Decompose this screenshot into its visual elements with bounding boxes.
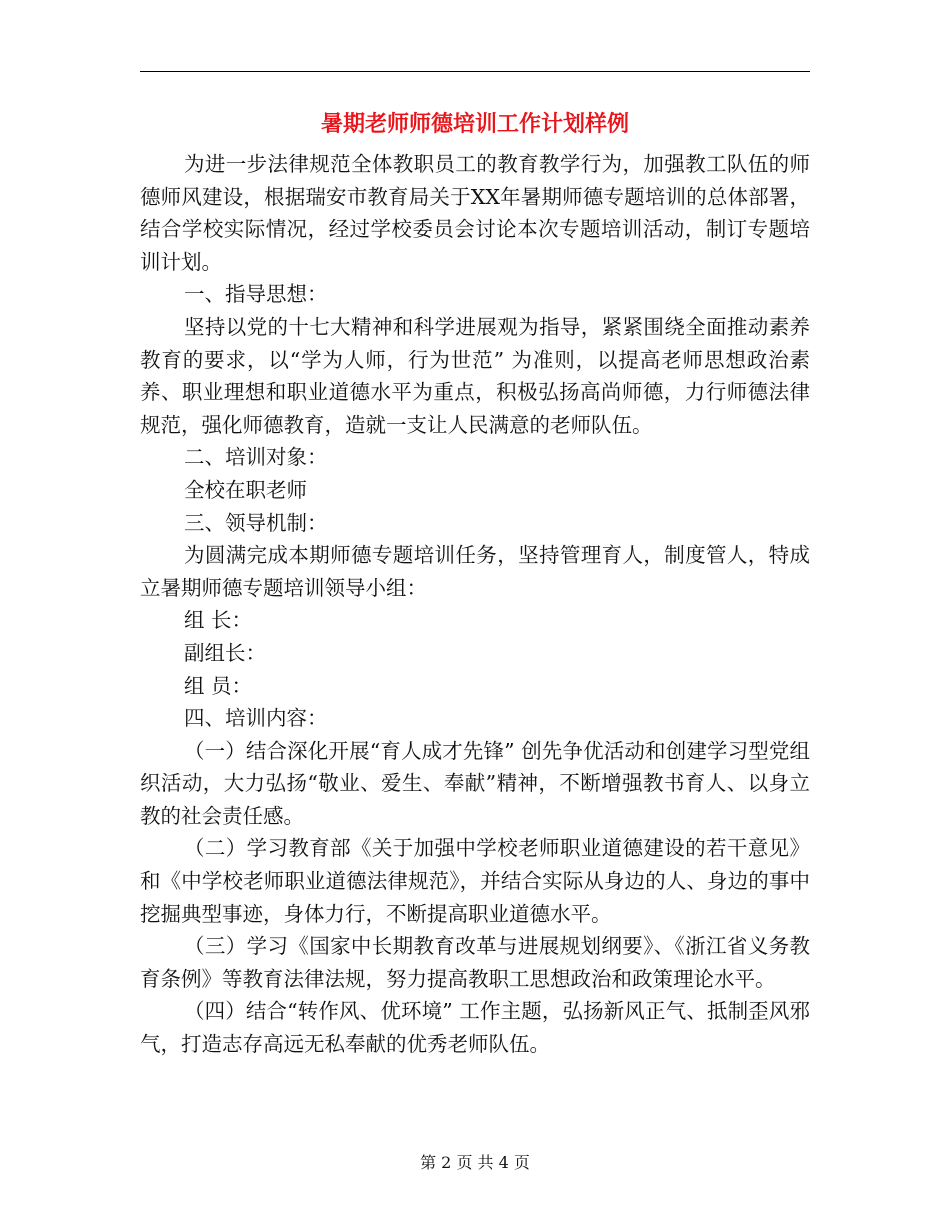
content-item-4: （四）结合“转作风、优环境” 工作主题，弘扬新风正气、抵制歪风邪气，打造志存高远无私奉献的优秀老师队伍。	[140, 999, 810, 1057]
header-rule	[140, 71, 810, 72]
leadership-paragraph: 为圆满完成本期师德专题培训任务，坚持管理育人，制度管人，特成立暑期师德专题培训领导小组：	[140, 543, 810, 600]
page-number-footer: 第 2 页 共 4 页	[420, 1153, 530, 1172]
document-body	[140, 148, 810, 1061]
content-item-3: （三）学习《国家中长期教育改革与进展规划纲要》、《浙江省义务教育条例》等教育法律法规，努力提高教职工思想政治和政策理论水平。	[140, 934, 810, 991]
section-heading-leadership: 三、领导机制：	[184, 510, 328, 535]
guiding-thought-paragraph: 坚持以党的十七大精神和科学进展观为指导，紧紧围绕全面推动素养教育的要求，以“学为人师，行为世范” 为准则，以提高老师思想政治素养、职业理想和职业道德水平为重点，积极弘扬高尚师德，力行师德法律规范，强化师德教育，造就一支让人民满意的老师队伍。	[140, 314, 810, 437]
document-title: 暑期老师师德培训工作计划样例	[320, 111, 629, 137]
deputy-leader-line: 副组长：	[184, 640, 266, 665]
section-heading-guiding-thought: 一、指导思想：	[184, 282, 328, 307]
section-heading-training-target: 二、培训对象：	[184, 445, 328, 470]
leader-line: 组 长：	[184, 608, 253, 633]
members-line: 组 员：	[184, 673, 253, 698]
content-item-2: （二）学习教育部《关于加强中学校老师职业道德建设的若干意见》和《中学校老师职业道德法律规范》，并结合实际从身边的人、身边的事中挖掘典型事迹，身体力行，不断提高职业道德水平。	[140, 836, 810, 926]
section-heading-training-content: 四、培训内容：	[184, 706, 328, 731]
intro-paragraph: 为进一步法律规范全体教职员工的教育教学行为，加强教工队伍的师德师风建设，根据瑞安市教育局关于XX年暑期师德专题培训的总体部署，结合学校实际情况，经过学校委员会讨论本次专题培训活动，制订专题培训计划。	[140, 152, 810, 274]
training-target-paragraph: 全校在职老师	[184, 477, 307, 502]
content-item-1: （一）结合深化开展“育人成才先锋” 创先争优活动和创建学习型党组织活动，大力弘扬“敬业、爱生、奉献”精神，不断增强教书育人、以身立教的社会责任感。	[140, 738, 810, 828]
